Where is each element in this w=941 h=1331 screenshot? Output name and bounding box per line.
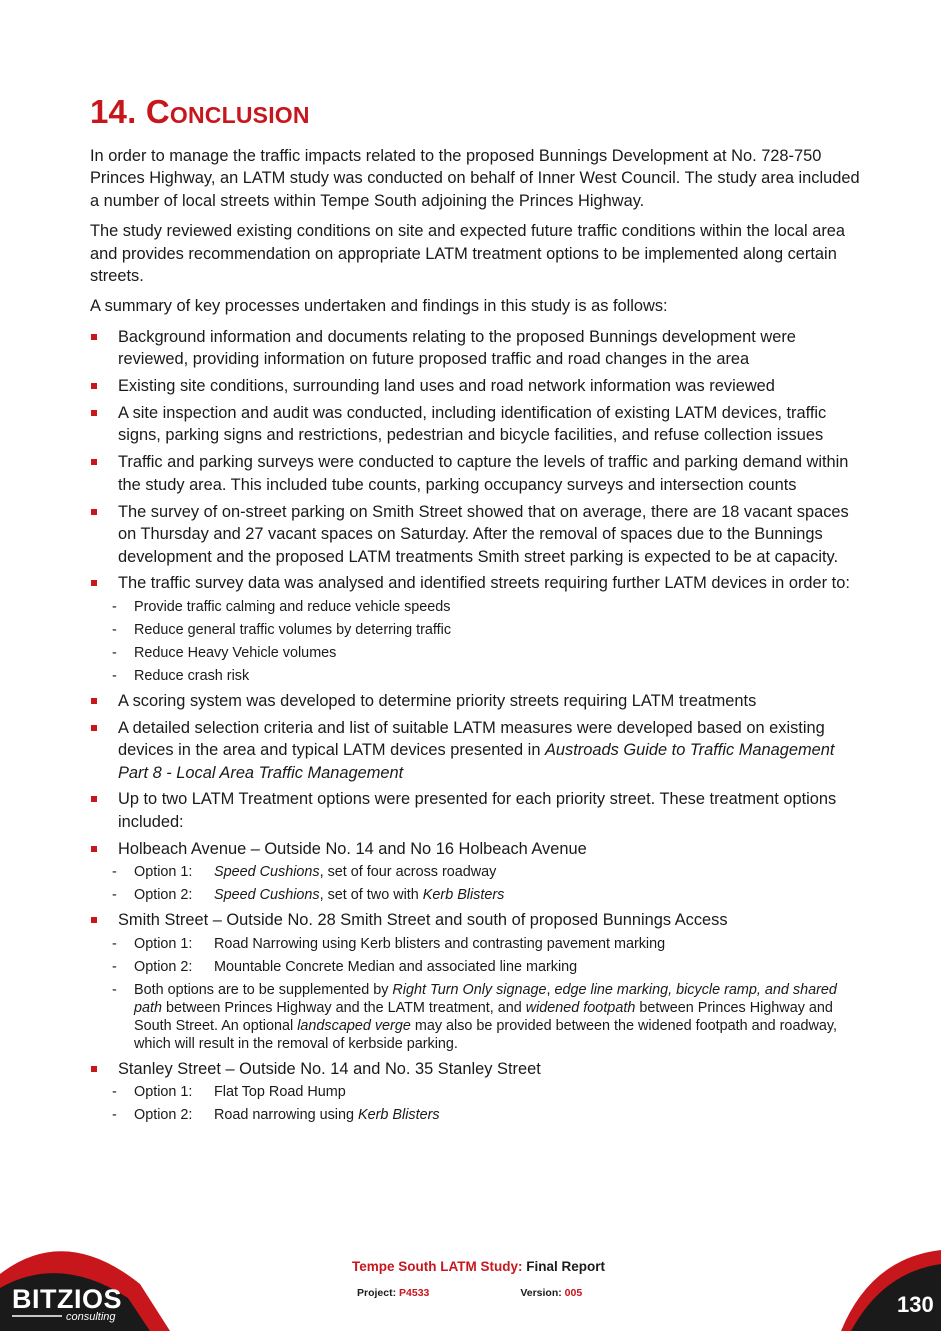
list-item-text: Holbeach Avenue – Outside No. 14 and No 16 Holbeach Avenue <box>118 839 587 858</box>
section-number: 14. <box>90 93 137 130</box>
list-item <box>90 572 860 684</box>
list-item-text: A detailed selection criteria and list of suitable LATM measures were developed based on existing devices in the area and typical LATM devices presented in <box>118 718 825 760</box>
bullet-marker <box>91 459 97 465</box>
sub-list-item: - Provide traffic calming and reduce vehicle speeds <box>112 598 451 615</box>
list-item <box>90 717 860 784</box>
sub-list-item: - Option 2: Mountable Concrete Median and associated line marking <box>112 958 578 975</box>
sub-list-item: - Reduce crash risk <box>112 667 250 684</box>
list-item-text: Smith Street – Outside No. 28 Smith Street and south of proposed Bunnings Access <box>118 911 728 930</box>
footer-report-type: Final Report <box>522 1259 605 1274</box>
bullet-marker <box>91 383 97 389</box>
sub-list <box>90 863 860 904</box>
bullet-marker <box>91 917 97 923</box>
list-item-text: A scoring system was developed to determine priority streets requiring LATM treatments <box>118 691 757 710</box>
list-item <box>90 1058 860 1124</box>
logo-wordmark: BITZIOS <box>12 1284 122 1314</box>
list-item-text: Existing site conditions, surrounding land uses and road network information was reviewed <box>118 377 775 396</box>
reference-title: Austroads Guide to Traffic Management Part 8 - Local Area Traffic Management <box>118 741 835 782</box>
list-item <box>90 690 860 712</box>
list-item-text: Stanley Street – Outside No. 14 and No. 35 Stanley Street <box>118 1059 541 1078</box>
findings-list <box>90 326 860 1124</box>
bullet-marker <box>91 698 97 704</box>
list-item <box>90 838 860 904</box>
sub-list-item: - Option 1: Road Narrowing using Kerb blisters and contrasting pavement marking <box>112 935 666 952</box>
list-item <box>90 451 860 496</box>
bullet-marker <box>91 846 97 852</box>
section-title: Conclusion <box>145 93 310 130</box>
list-item-text: The survey of on-street parking on Smith Street showed that on average, there are 18 vacant spaces on Thursday and 27 vacant spaces on Saturday. After the removal of spaces due to the Bunnings development and the proposed LATM treatments Smith street parking is expected to be at capacity. <box>118 502 849 566</box>
list-item-text: Background information and documents relating to the proposed Bunnings development were reviewed, providing information on future proposed traffic and road changes in the area <box>118 327 796 369</box>
sub-list-item: - Both options are to be supplemented by Right Turn Only signage, edge line marking, bicycle ramp, and shared path between Princes Highway and the LATM treatment, and widened footpath between Princes Highway and South Street. An optional landscaped verge may also be provided between the widened footpath and roadway, which will result in the removal of kerbside parking. <box>112 981 837 1052</box>
page-number: 130 <box>897 1292 934 1317</box>
page-number-corner <box>841 1250 941 1331</box>
sub-list-item: - Option 1: Flat Top Road Hump <box>112 1083 346 1100</box>
logo-subtitle: consulting <box>66 1311 116 1323</box>
footer-version-label: Version: <box>520 1287 562 1299</box>
bullet-marker <box>91 334 97 340</box>
bullet-marker <box>91 580 97 586</box>
bullet-marker <box>91 410 97 416</box>
list-item-text: Up to two LATM Treatment options were presented for each priority street. These treatment options included: <box>118 790 837 831</box>
list-item <box>90 788 860 833</box>
footer-project-label: Project: <box>357 1287 397 1299</box>
bullet-marker <box>91 509 97 515</box>
footer-project-value: P4533 <box>399 1287 430 1299</box>
sub-list <box>90 1083 860 1124</box>
summary-lead-paragraph: A summary of key processes undertaken and findings in this study is as follows: <box>90 297 668 316</box>
list-item <box>90 402 860 447</box>
bullet-marker <box>91 796 97 802</box>
sub-list-item: - Reduce general traffic volumes by deterring traffic <box>112 621 452 638</box>
footer-report-title <box>352 1259 605 1274</box>
section-heading <box>90 92 310 132</box>
bullet-marker <box>91 725 97 731</box>
list-item <box>90 501 860 568</box>
footer-meta <box>357 1287 582 1299</box>
footer-study-name: Tempe South LATM Study: <box>352 1259 523 1274</box>
footer-version-value: 005 <box>564 1287 583 1299</box>
list-item <box>90 909 860 1052</box>
list-item-text: Traffic and parking surveys were conducted to capture the levels of traffic and parking demand within the study area. This included tube counts, parking occupancy surveys and intersection counts <box>118 453 849 494</box>
intro-paragraph: In order to manage the traffic impacts related to the proposed Bunnings Development at No. 728-750 Princes Highway, an LATM study was conducted on behalf of Inner West Council. The study area included a number of local streets within Tempe South adjoining the Princes Highway. <box>90 147 860 210</box>
list-item <box>90 375 860 397</box>
bitzios-logo <box>0 1236 170 1331</box>
sub-list-item: - Option 2: Road narrowing using Kerb Blisters <box>112 1106 440 1123</box>
list-item-text: A site inspection and audit was conducted, including identification of existing LATM devices, traffic signs, parking signs and restrictions, pedestrian and bicycle facilities, and refuse collection issues <box>118 404 827 445</box>
sub-list-item: - Option 2: Speed Cushions, set of two with Kerb Blisters <box>112 887 505 904</box>
section-body <box>90 145 860 1129</box>
review-paragraph: The study reviewed existing conditions on site and expected future traffic conditions within the local area and provides recommendation on appropriate LATM treatment options to be implemented along certain streets. <box>90 222 846 286</box>
list-item-text: The traffic survey data was analysed and identified streets requiring further LATM devices in order to: <box>118 574 850 593</box>
sub-list-item: - Reduce Heavy Vehicle volumes <box>112 644 337 661</box>
bullet-marker <box>91 1066 97 1072</box>
list-item <box>90 326 860 371</box>
sub-list-item: - Option 1: Speed Cushions, set of four across roadway <box>112 864 497 881</box>
sub-list <box>90 598 860 685</box>
sub-list <box>90 935 860 1053</box>
